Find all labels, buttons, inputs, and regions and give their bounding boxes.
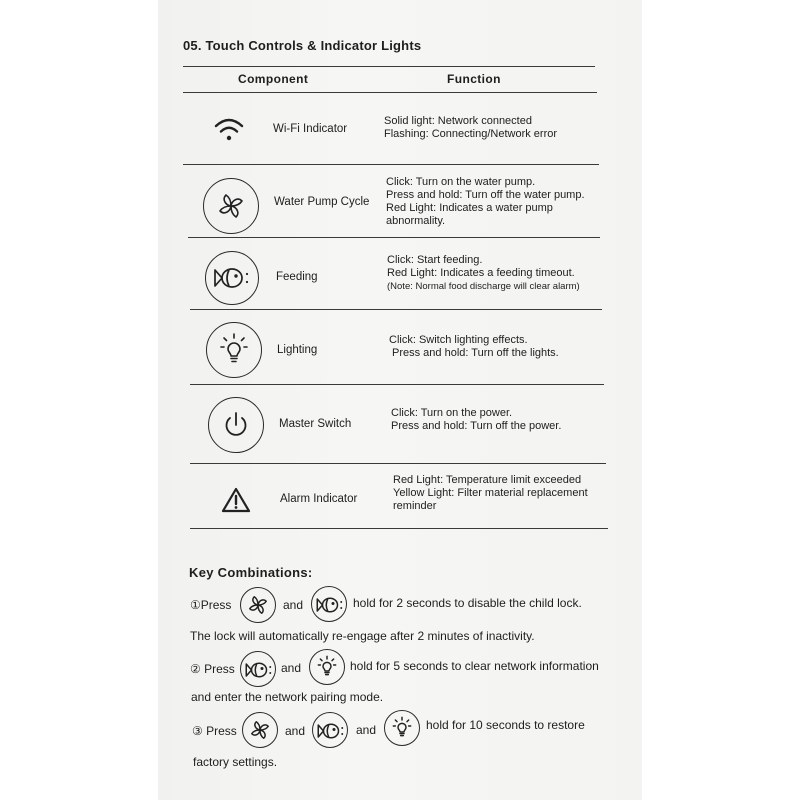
fish-icon: [243, 658, 275, 682]
function-line: Press and hold: Turn off the water pump.: [386, 189, 585, 201]
row-name-water-pump: Water Pump Cycle: [274, 196, 370, 208]
wifi-icon: [212, 114, 246, 146]
combo3-and-1: and: [285, 724, 306, 738]
function-line: Flashing: Connecting/Network error: [384, 128, 558, 140]
warning-icon: [221, 486, 251, 514]
function-line: abnormality.: [386, 215, 446, 227]
combo1-line2: The lock will automatically re-engage after 2 minutes of inactivity.: [190, 629, 535, 643]
function-line: Click: Switch lighting effects.: [389, 334, 528, 346]
row-function-alarm: [393, 474, 588, 513]
section-title: 05. Touch Controls & Indicator Lights: [183, 38, 422, 53]
column-header-component: Component: [238, 72, 309, 86]
combo2-press: ② Press: [190, 662, 235, 676]
combo2-line2: and enter the network pairing mode.: [191, 690, 384, 704]
row-divider: [183, 164, 599, 165]
column-header-function: Function: [447, 72, 501, 86]
row-function-wifi: [384, 115, 557, 141]
power-icon: [220, 409, 252, 441]
function-note: (Note: Normal food discharge will clear alarm): [387, 281, 580, 292]
function-line: Yellow Light: Filter material replacement: [393, 487, 588, 499]
function-line: Red Light: Indicates a feeding timeout.: [387, 267, 575, 279]
bulb-icon: [317, 654, 337, 680]
row-function-feeding: [387, 254, 580, 293]
combo2-tail: hold for 5 seconds to clear network information: [350, 659, 599, 673]
combo1-tail: hold for 2 seconds to disable the child lock.: [353, 596, 582, 610]
combo3-line2: factory settings.: [193, 755, 278, 769]
function-line: reminder: [393, 500, 437, 512]
bulb-icon: [219, 332, 249, 368]
row-divider: [190, 384, 604, 385]
combo1-and: and: [283, 598, 304, 612]
function-line: Click: Turn on the power.: [391, 407, 513, 419]
row-name-wifi: Wi-Fi Indicator: [273, 123, 348, 135]
fish-icon: [314, 593, 346, 617]
fish-icon: [211, 262, 253, 294]
key-combinations-title: Key Combinations:: [189, 565, 313, 580]
combo1-press: ①Press: [190, 598, 232, 612]
combo3-and-2: and: [356, 723, 377, 737]
function-line: Red Light: Temperature limit exceeded: [393, 474, 582, 486]
fan-icon: [215, 190, 247, 222]
combo3-press: ③ Press: [192, 724, 237, 738]
table-bottom-rule: [190, 528, 608, 529]
row-function-master-switch: [391, 407, 561, 433]
fan-icon: [248, 718, 272, 742]
function-line: Click: Start feeding.: [387, 254, 483, 266]
bulb-icon: [392, 715, 412, 741]
function-line: Solid light: Network connected: [384, 115, 532, 127]
row-function-water-pump: [386, 176, 585, 228]
function-line: Click: Turn on the water pump.: [386, 176, 536, 188]
row-name-alarm: Alarm Indicator: [280, 493, 358, 505]
row-name-master-switch: Master Switch: [279, 418, 352, 430]
function-line: Press and hold: Turn off the power.: [391, 420, 562, 432]
fan-icon: [246, 593, 270, 617]
row-name-lighting: Lighting: [277, 344, 318, 356]
function-line: Red Light: Indicates a water pump: [386, 202, 553, 214]
function-line: Press and hold: Turn off the lights.: [392, 347, 559, 359]
combo2-and: and: [281, 661, 302, 675]
row-function-lighting: [389, 334, 559, 360]
fish-icon: [315, 719, 347, 743]
row-divider: [190, 309, 602, 310]
table-header-rule: [183, 92, 597, 93]
row-divider: [188, 237, 600, 238]
row-divider: [190, 463, 606, 464]
row-name-feeding: Feeding: [276, 271, 318, 283]
table-top-rule: [183, 66, 595, 67]
combo3-tail: hold for 10 seconds to restore: [426, 718, 585, 732]
